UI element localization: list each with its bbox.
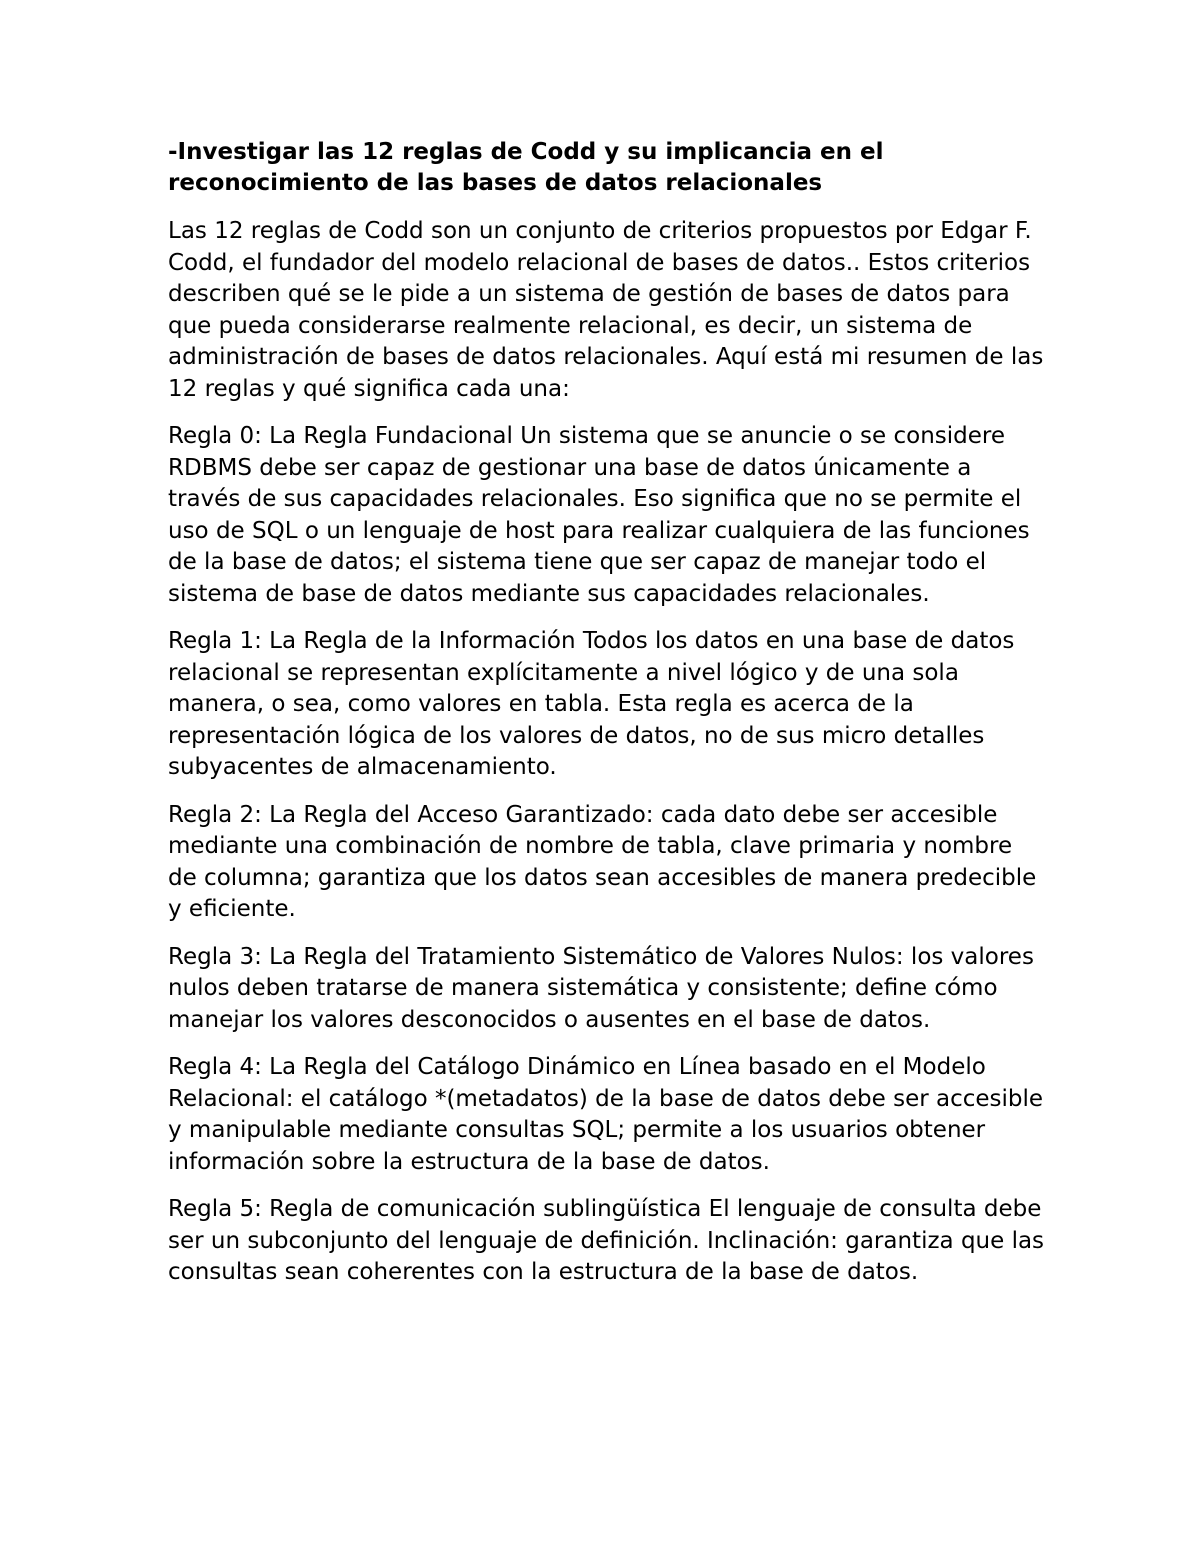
- document-title: -Investigar las 12 reglas de Codd y su implicancia en el reconocimiento de las bases de datos relacionales: [168, 139, 884, 196]
- paragraph-regla-1: Regla 1: La Regla de la Información Todos los datos en una base de datos relacional se representan explícitamente a nivel lógico y de una sola manera, o sea, como valores en tabla. Esta regla es acerca de la representación lógica de los valores de datos, no de sus micro detalles subyacentes de almacenamiento.: [168, 628, 1015, 780]
- paragraph-regla-3: Regla 3: La Regla del Tratamiento Sistemático de Valores Nulos: los valores nulos deben tratarse de manera sistemática y consistente; define cómo manejar los valores desconocidos o ausentes en el base de datos.: [168, 943, 1034, 1033]
- paragraph-intro: Las 12 reglas de Codd son un conjunto de criterios propuestos por Edgar F. Codd, el fundador del modelo relacional de bases de datos.. Estos criterios describen qué se le pide a un sistema de gestión de bases de datos para que pueda considerarse realmente relacional, es decir, un sistema de administración de bases de datos relacionales. Aquí está mi resumen de las 12 reglas y qué significa cada una:: [168, 218, 1044, 402]
- paragraph-regla-4: Regla 4: La Regla del Catálogo Dinámico en Línea basado en el Modelo Relacional: el catálogo *(metadatos) de la base de datos debe ser accesible y manipulable mediante consultas SQL; permite a los usuarios obtener información sobre la estructura de la base de datos.: [168, 1054, 1044, 1175]
- paragraph-regla-0: Regla 0: La Regla Fundacional Un sistema que se anuncie o se considere RDBMS debe ser capaz de gestionar una base de datos únicamente a través de sus capacidades relacionales. Eso significa que no se permite el uso de SQL o un lenguaje de host para realizar cualquiera de las funciones de la base de datos; el sistema tiene que ser capaz de manejar todo el sistema de base de datos mediante sus capacidades relacionales.: [168, 423, 1030, 607]
- document-body: [168, 137, 1048, 1305]
- paragraph-regla-5: Regla 5: Regla de comunicación sublingüística El lenguaje de consulta debe ser un subconjunto del lenguaje de definición. Inclinación: garantiza que las consultas sean coherentes con la estructura de la base de datos.: [168, 1196, 1045, 1285]
- paragraph-regla-2: Regla 2: La Regla del Acceso Garantizado: cada dato debe ser accesible mediante una combinación de nombre de tabla, clave primaria y nombre de columna; garantiza que los datos sean accesibles de manera predecible y eficiente.: [168, 801, 1037, 922]
